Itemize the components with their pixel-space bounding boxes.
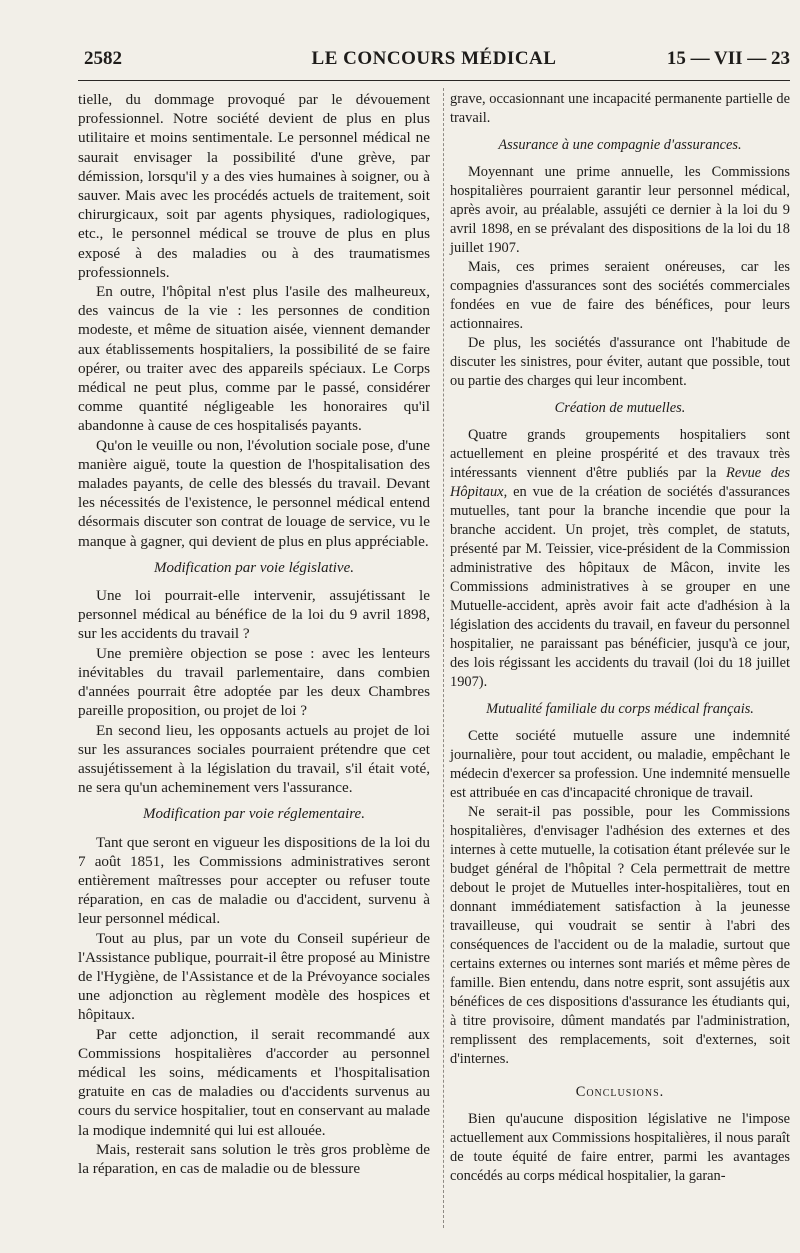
paragraph: Une première objection se pose : avec les lenteurs inévitables du travail parlementaire, dans combien d'années pourrait être adoptée par les deux Chambres pareille proposition, ou projet de loi ? xyxy=(78,644,430,720)
paragraph: grave, occasionnant une incapacité permanente partielle de travail. xyxy=(450,91,790,126)
section-heading: Création de mutuelles. xyxy=(554,400,686,416)
section-heading: Assurance à une compagnie d'assurances. xyxy=(498,137,742,153)
issue-date: 15 — VII — 23 xyxy=(666,48,790,69)
paragraph: Tant que seront en vigueur les dispositions de la loi du 7 août 1851, les Commissions administratives seront entièrement maîtresses pour accepter ou refuser toute réparation, en cas de maladie ou d'accident, survenu à leur personnel médical. xyxy=(78,833,430,928)
paragraph: Moyennant une prime annuelle, les Commissions hospitalières pourraient garantir leur personnel médical, après avoir, au préalable, assujéti ce dernier à la loi du 9 avril 1898, en se prévalant des dispositions de la loi du 18 juillet 1907. xyxy=(450,164,790,256)
paragraph: Une loi pourrait-elle intervenir, assujétissant le personnel médical au bénéfice de la loi du 9 avril 1898, sur les accidents du travail ? xyxy=(78,587,430,643)
section-heading: Modification par voie réglementaire. xyxy=(143,806,365,823)
paragraph-text: Qu'on le veuille ou non, l'évolution sociale pose, d'une manière aiguë, toute la question de l'hospitalisation des malades payants xyxy=(78,436,430,493)
paragraph: Bien qu'aucune disposition législative ne l'impose actuellement aux Commissions hospitalières, il nous paraît de toute équité de faire entrer, parmi les avantages concédés au corps médical hospitalier, la garan- xyxy=(450,1111,790,1184)
paragraph-text: , en vue de la création de sociétés d'assurances mutuelles, tant pour la branche incendie que pour la branche accident. Un projet, très complet, de statuts, présenté par M. Teissier, vice-président de la Commission administrative des hôpitaux de Mâcon, invite les Commissions administratives à se grouper en une Mutuelle-accident, après avoir fait acte d'adhésion à la législation des accidents du travail, en faveur du personnel hospitalier, ne paraissant pas bénéficier, jusqu'à ce jour, des lois régissant les accidents du travail (loi du 18 juillet 1907). xyxy=(450,484,790,690)
paragraph: En second lieu, les opposants actuels au projet de loi sur les assurances sociales pourraient prétendre que cet assujétissement à la législation du travail, s'il était voté, ne sera qu'un acheminement vers l'assurance. xyxy=(78,721,430,797)
paragraph xyxy=(78,436,430,551)
paragraph: tielle, du dommage provoqué par le dévouement professionnel. Notre société devient de plus en plus utilitaire et moins sentimentale. Le personnel médical ne saurait envisager la possibilité d'une grève, par démission, lorsqu'il y a des vies humaines à soigner, ou à sauver. Mais avec les procédés actuels de traitement, soit chirurgicaux, soit par agents physiques, radiologiques, etc., le personnel médical se trouve de plus en plus exposé à des maladies ou à des traumatismes professionnels. xyxy=(78,91,430,281)
left-column xyxy=(78,90,430,1178)
journal-title: LE CONCOURS MÉDICAL xyxy=(311,48,557,69)
paragraph: Mais, ces primes seraient onéreuses, car les compagnies d'assurances sont des sociétés commerciales fondées en vue de faire des bénéfices, pour leurs actionnaires. xyxy=(450,259,790,332)
paragraph: Tout au plus, par un vote du Conseil supérieur de l'Assistance publique, pourrait-il être proposé au Ministre de l'Hygiène, de l'Assistance et de la Prévoyance sociales une adjonction au règlement modèle des hospices et hôpitaux. xyxy=(78,929,430,1024)
right-column xyxy=(450,90,790,1186)
paragraph: Mais, resterait sans solution le très gros problème de la réparation, en cas de maladie ou de blessure xyxy=(78,1140,430,1177)
section-heading: Modification par voie législative. xyxy=(154,559,354,576)
paragraph: De plus, les sociétés d'assurance ont l'habitude de discuter les sinistres, pour éviter, autant que possible, tout ou partie des charges qui leur incombent. xyxy=(450,335,790,389)
paragraph: Ne serait-il pas possible, pour les Commissions hospitalières, d'envisager l'adhésion des externes et des internes à cette mutuelle, la cotisation étant prélevée sur le budget général de l'hôpital ? Cela permettrait de mettre debout le projet de Mutuelles inter-hospitalières, tout en donnant immédiatement satisfaction à la jeunesse travailleuse, qui voudrait se sentir à l'abri des conséquences de l'accident ou de la maladie, surtout que certains externes ou internes sont mariés et même pères de famille. Bien entendu, dans notre esprit, sont assujétis aux bénéfices de ces dispositions d'assurance les étudiants qui, à titre provisoire, dûment mandatés par l'administration, remplissent des remplacements, soit d'externes, soit d'internes. xyxy=(450,804,790,1067)
running-header xyxy=(78,42,790,76)
paragraph: Cette société mutuelle assure une indemnité journalière, pour tout accident, ou maladie, empêchant le médecin d'exercer sa profession. Une indemnité mensuelle est attribuée en cas d'incapacité chronique de travail. xyxy=(450,728,790,801)
paragraph: En outre, l'hôpital n'est plus l'asile des malheureux, des vaincus de la vie : les personnes de condition modeste, et même de situation aisée, viennent demander aux établissements hospitaliers, la possibilité de se faire opérer, ou traiter avec des appareils spéciaux. Le Corps médical ne peut plus, comme par le passé, considérer comme quantité négligeable les honoraires qu'il abandonne à cause de ces hospitalisés payants. xyxy=(78,283,430,435)
page-number: 2582 xyxy=(84,48,122,69)
journal-citation: Revue des Hôpitaux xyxy=(450,465,790,500)
column-divider xyxy=(443,88,444,1228)
conclusions-heading: Conclusions. xyxy=(575,1084,665,1100)
paragraph-text: Quatre grands groupements hospitaliers sont actuellement en pleine prospérité et des travaux très intéressants viennent d'être publiés par la xyxy=(450,427,790,481)
paragraph-text: , de celle des blessés du travail. Devant les nécessités de l'existence, le personnel médical entend désormais discuter son contrat de louage de service, vu le manque à gagner, qui devient de plus en plus appréciable. xyxy=(78,475,430,550)
section-heading: Mutualité familiale du corps médical français. xyxy=(486,701,754,717)
header-rule xyxy=(78,80,790,81)
paragraph: Par cette adjonction, il serait recommandé aux Commissions hospitalières d'accorder au personnel médical les soins, médicaments et l'hospitalisation gratuite en cas de maladies ou d'accidents survenus au cours du service hospitalier, tout en conservant au malade la modique indemnité qui lui est allouée. xyxy=(78,1025,430,1139)
paragraph xyxy=(450,426,790,692)
